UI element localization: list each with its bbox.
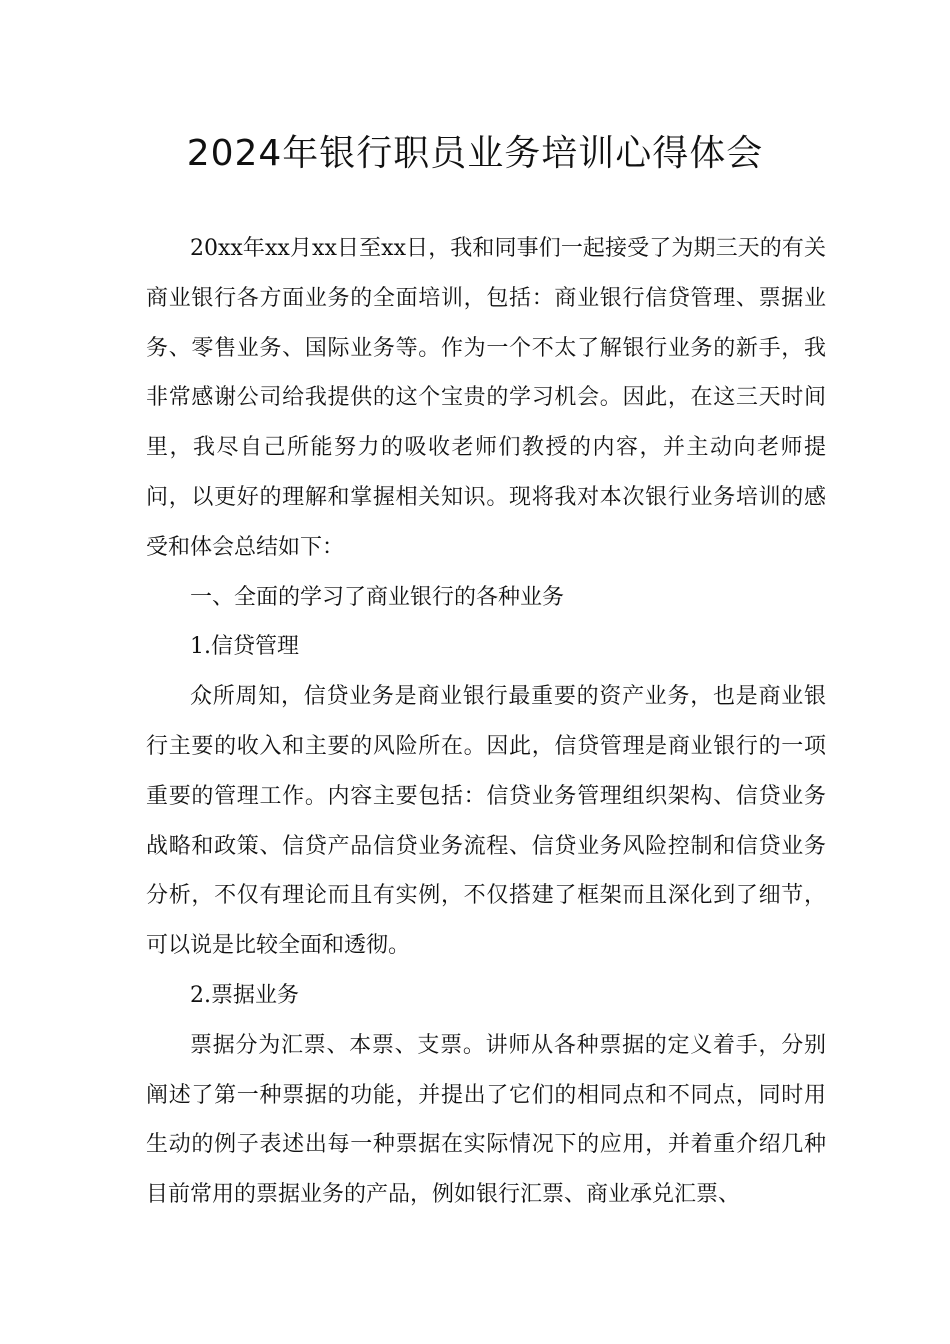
- bills-business-paragraph: 票据分为汇票、本票、支票。讲师从各种票据的定义着手，分别阐述了第一种票据的功能，并提出了它们的相同点和不同点，同时用生动的例子表述出每一种票据在实际情况下的应用，并着重介绍几种目前常用的票据业务的产品，例如银行汇票、商业承兑汇票、: [146, 1032, 826, 1208]
- intro-paragraph: 20xx年xx月xx日至xx日，我和同事们一起接受了为期三天的有关商业银行各方面业务的全面培训，包括：商业银行信贷管理、票据业务、零售业务、国际业务等。作为一个不太了解银行业务的新手，我非常感谢公司给我提供的这个宝贵的学习机会。因此，在这三天时间里，我尽自己所能努力的吸收老师们教授的内容，并主动向老师提问，以更好的理解和掌握相关知识。现将我对本次银行业务培训的感受和体会总结如下：: [146, 236, 826, 560]
- subsection-heading-credit: 1.信贷管理: [190, 634, 299, 660]
- document-body: [146, 224, 826, 1220]
- subsection-heading-bills: 2.票据业务: [190, 982, 299, 1008]
- section-heading-1: 一、全面的学习了商业银行的各种业务: [190, 584, 565, 610]
- credit-management-paragraph: 众所周知，信贷业务是商业银行最重要的资产业务，也是商业银行主要的收入和主要的风险所在。因此，信贷管理是商业银行的一项重要的管理工作。内容主要包括：信贷业务管理组织架构、信贷业务战略和政策、信贷产品信贷业务流程、信贷业务风险控制和信贷业务分析，不仅有理论而且有实例，不仅搭建了框架而且深化到了细节，可以说是比较全面和透彻。: [146, 684, 826, 959]
- document-title: 2024年银行职员业务培训心得体会: [186, 133, 764, 174]
